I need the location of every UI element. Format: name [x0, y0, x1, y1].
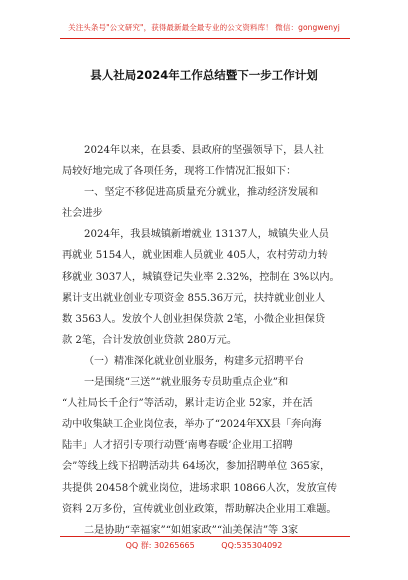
body-line: 陆丰」人才招引专项行动暨‘南粤春暖’企业用工招聘: [62, 440, 293, 452]
body-line: 2024年以来，在县委、县政府的坚强领导下，县人社: [84, 145, 324, 156]
body-line: 2024年，我县城镇新增就业 13137人，城镇失业人员: [84, 229, 329, 241]
body-line: 再就业 5154人，就业困难人员就业 405人，农村劳动力转: [62, 250, 328, 262]
body-line: 共提供 20458个就业岗位，进场求职 10866人次，发放宣传: [62, 482, 338, 494]
header-banner: 关注头条号"公文研究"，获得最新最全最专业的公文资料库！ 微信：gongwenyj: [68, 23, 340, 32]
footer-divider: [60, 536, 350, 537]
body-line: 动中收集缺工企业岗位表，举办了“2024年XX县「奔向海: [62, 419, 322, 431]
footer-contact: [0, 540, 408, 551]
body-line: 资料 2万多份，宣传就业创业政策，帮助解决企业用工难题。: [62, 503, 337, 515]
section-heading-cont: 社会进步: [62, 208, 103, 220]
footer-qq-group: QQ 群: 30265665: [125, 541, 195, 550]
body-line: 二是协助“幸福家”“如姐家政”“汕美保洁”等 3家: [84, 524, 299, 536]
section-heading: 一、坚定不移促进高质量充分就业，推动经济发展和: [84, 187, 319, 199]
body-line: “人社局长千企行”等活动，累计走访企业 52家，并在活: [62, 398, 313, 410]
body-line: 款 2笔，合计发放创业贷款 280万元。: [62, 334, 238, 346]
body-line: 移就业 3037人，城镇登记失业率 2.32%，控制在 3%以内。: [62, 271, 340, 283]
body-line: 一是围绕“三送”“就业服务专员助重点企业”和: [84, 377, 289, 389]
document-body: [62, 140, 348, 541]
header-divider: [60, 38, 350, 39]
document-title: 县人社局2024年工作总结暨下一步工作计划: [90, 68, 318, 82]
body-line: 累计支出就业创业专项资金 855.36万元，扶持就业创业人: [62, 292, 326, 304]
body-line: 局较好地完成了各项任务，现将工作情况汇报如下：: [62, 166, 297, 178]
body-line: 数 3563人。发放个人创业担保贷款 2笔，小微企业担保贷: [62, 313, 326, 325]
body-line: 会”等线上线下招聘活动共 64场次，参加招聘单位 365家，: [62, 461, 331, 473]
subsection-heading: （一）精准深化就业创业服务，构建多元招聘平台: [84, 355, 304, 367]
footer-qq-number: QQ:535304092: [221, 541, 283, 550]
